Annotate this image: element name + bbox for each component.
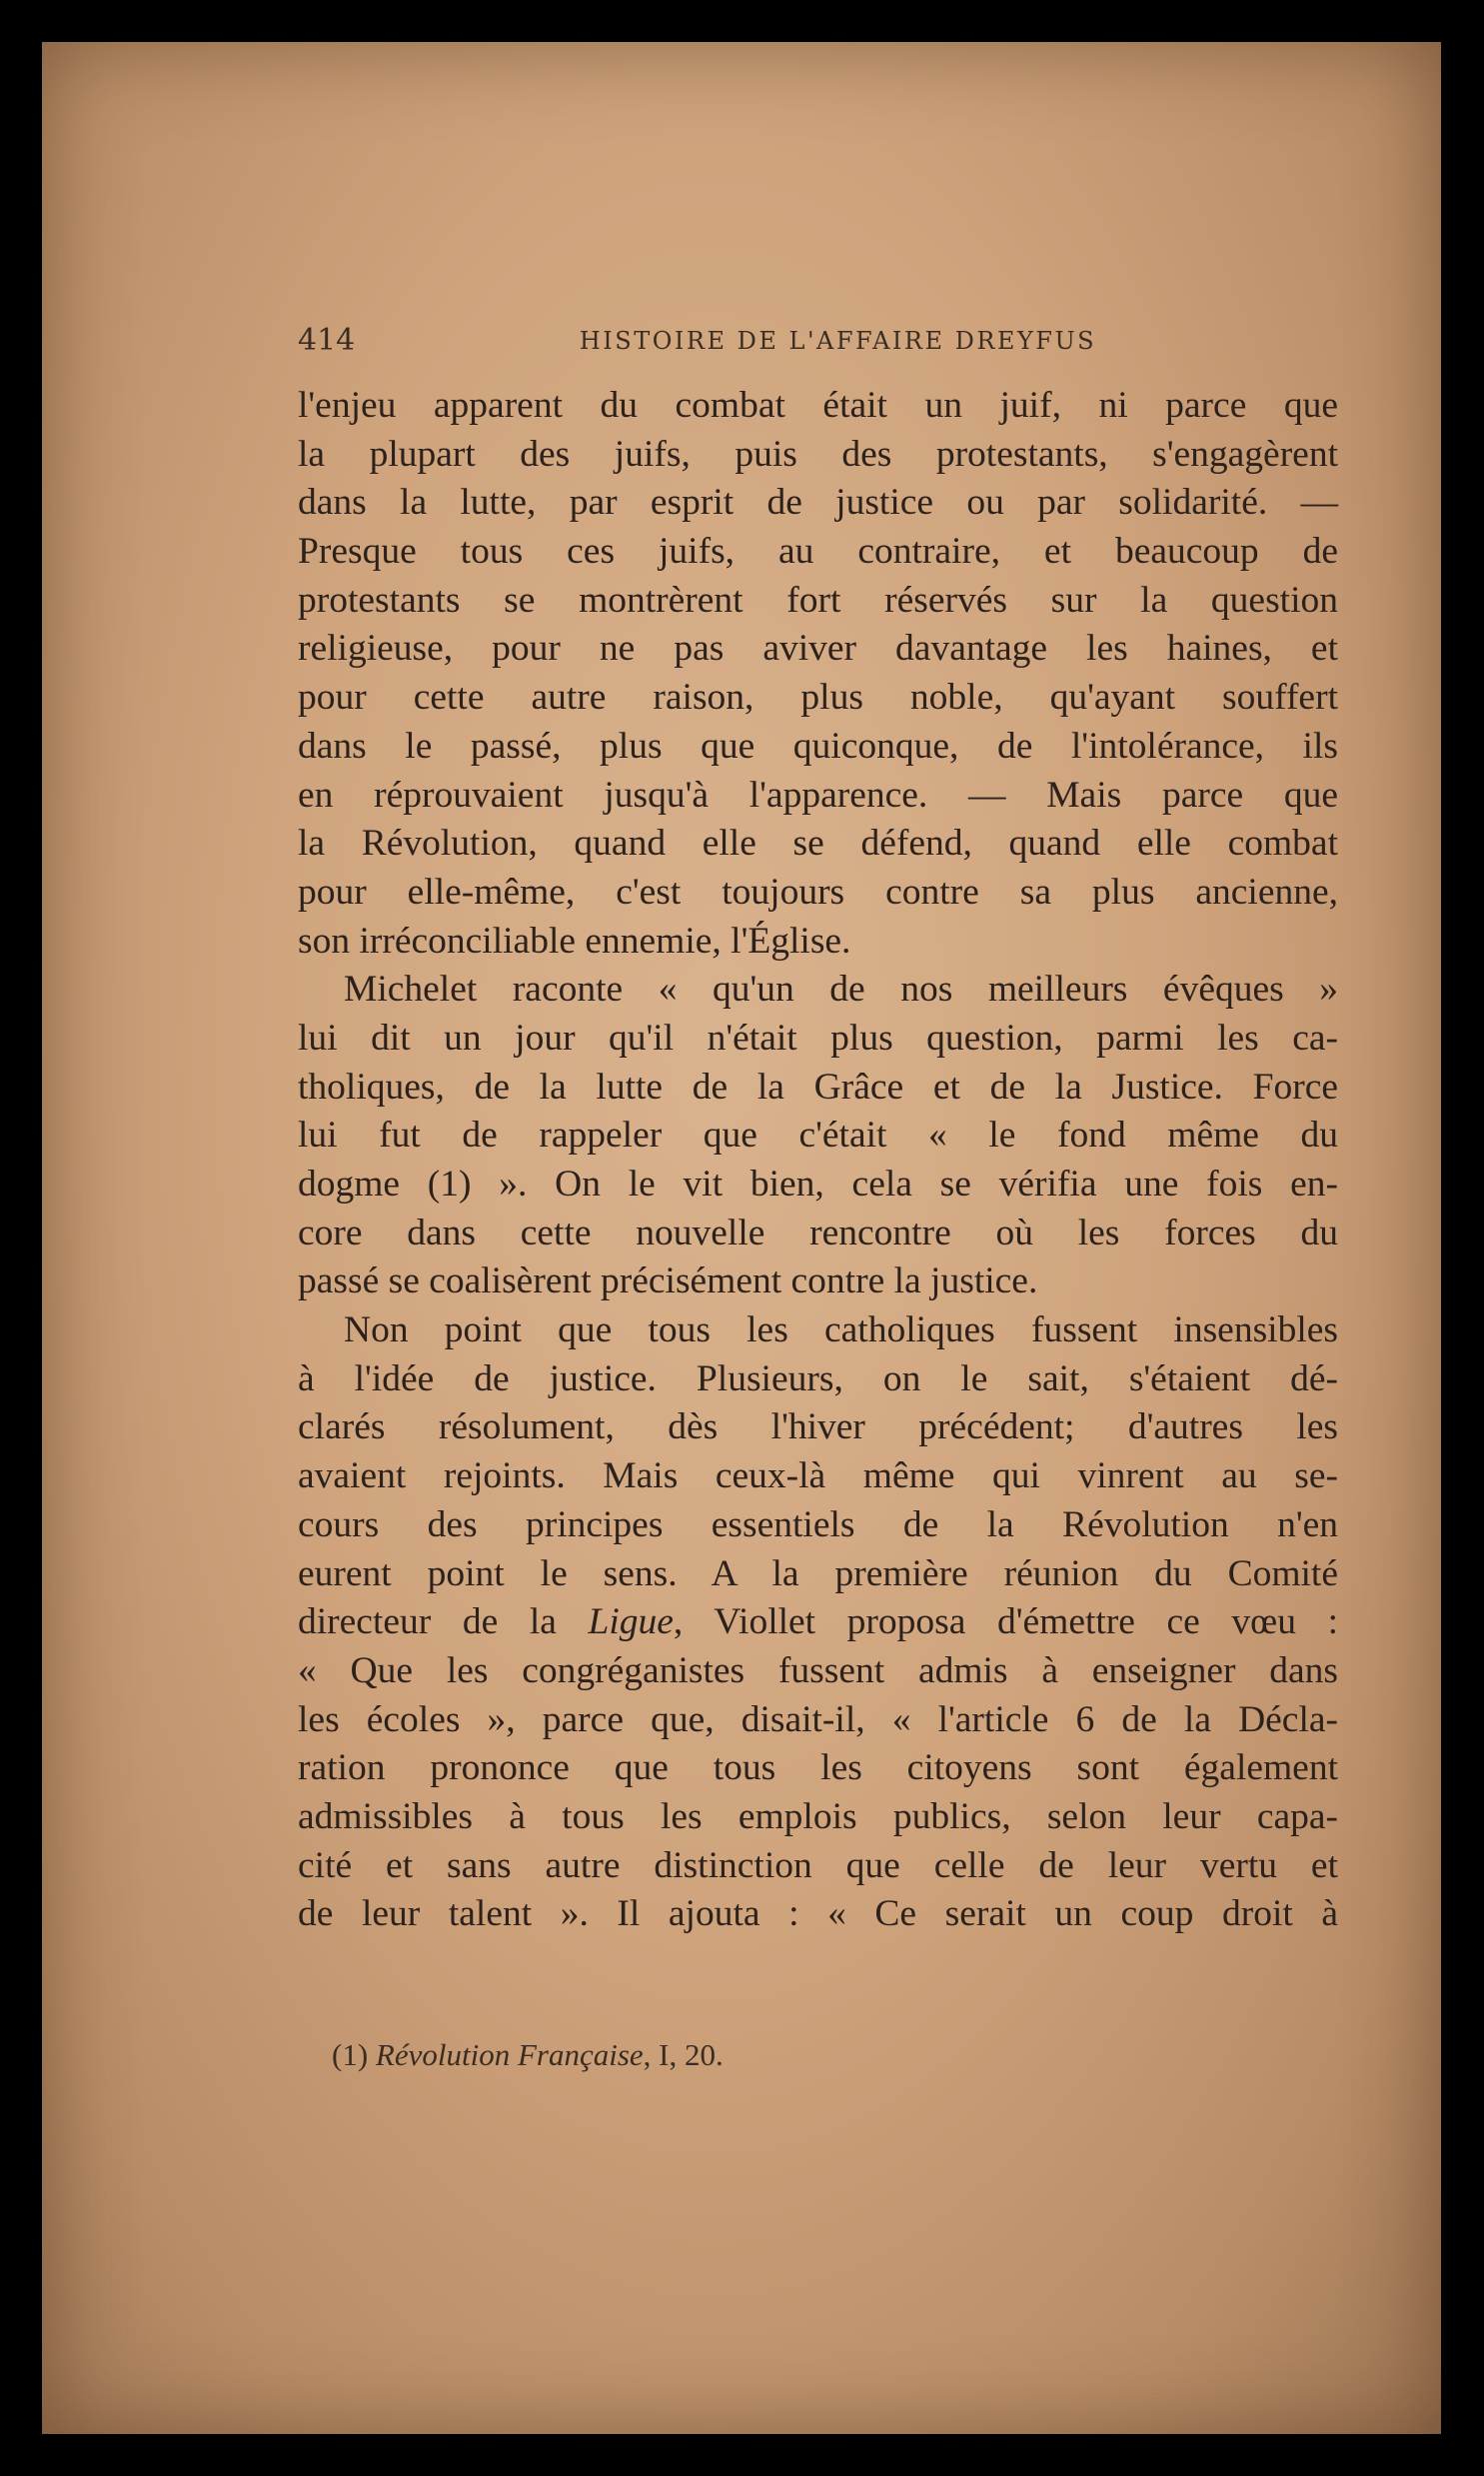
text-line: les écoles », parce que, disait-il, « l'article 6 de la Décla- — [298, 1698, 1338, 1740]
text-line: « Que les congréganistes fussent admis à enseigner dans — [298, 1649, 1338, 1691]
footnote-reference: , I, 20. — [643, 2037, 724, 2072]
text-line: protestants se montrèrent fort réservés sur la question — [298, 579, 1338, 621]
text-line: en réprouvaient jusqu'à l'apparence. — Mais parce que — [298, 774, 1338, 816]
text-line: cité et sans autre distinction que celle de leur vertu et — [298, 1844, 1338, 1886]
text-line: admissibles à tous les emplois publics, selon leur capa- — [298, 1795, 1338, 1837]
text-line: tholiques, de la lutte de la Grâce et de la Justice. Force — [298, 1066, 1338, 1108]
text-line: Michelet raconte « qu'un de nos meilleurs évêques » — [344, 969, 1338, 1011]
text-line: dogme (1) ». On le vit bien, cela se vérifia une fois en- — [298, 1164, 1338, 1205]
text-line — [298, 1598, 1338, 1647]
footnote-source: Révolution Française — [375, 2037, 644, 2072]
text-line: pour elle-même, c'est toujours contre sa plus ancienne, — [298, 871, 1338, 913]
book-page — [42, 42, 1441, 2434]
text-line: lui fut de rappeler que c'était « le fond même du — [298, 1115, 1338, 1157]
footnote-marker: (1) — [332, 2037, 376, 2072]
running-title: HISTOIRE DE L'AFFAIRE DREYFUS — [579, 327, 1097, 355]
page-header — [298, 317, 1338, 367]
text-line: son irréconciliable ennemie, l'Église. — [298, 920, 851, 962]
text-line: core dans cette nouvelle rencontre où les forces du — [298, 1212, 1338, 1253]
text-line: clarés résolument, dès l'hiver précédent; d'autres les — [298, 1406, 1338, 1448]
text-line: dans le passé, plus que quiconque, de l'intolérance, ils — [298, 725, 1338, 767]
footnote — [332, 2037, 724, 2073]
text-line: la Révolution, quand elle se défend, quand elle combat — [298, 823, 1338, 865]
text-line: l'enjeu apparent du combat était un juif, ni parce que — [298, 385, 1338, 426]
text-line: religieuse, pour ne pas aviver davantage les haines, et — [298, 628, 1338, 670]
text-line: eurent point le sens. A la première réunion du Comité — [298, 1552, 1338, 1594]
text-segment: , Viollet proposa d'émettre ce vœu : — [673, 1601, 1339, 1643]
text-line: dans la lutte, par esprit de justice ou par solidarité. — — [298, 482, 1338, 524]
text-line: ration prononce que tous les citoyens sont également — [298, 1747, 1338, 1789]
text-line: de leur talent ». Il ajouta : « Ce serait un coup droit à — [298, 1893, 1338, 1935]
text-line: cours des principes essentiels de la Révolution n'en — [298, 1503, 1338, 1545]
text-segment: directeur de la — [298, 1601, 589, 1643]
text-line: passé se coalisèrent précisément contre la justice. — [298, 1260, 1038, 1302]
text-line: avaient rejoints. Mais ceux-là même qui vinrent au se- — [298, 1455, 1338, 1497]
page-number: 414 — [298, 323, 356, 358]
text-line: Presque tous ces juifs, au contraire, et beaucoup de — [298, 531, 1338, 573]
text-line: la plupart des juifs, puis des protestants, s'engagèrent — [298, 433, 1338, 475]
body-text — [298, 382, 1338, 1939]
text-line: lui dit un jour qu'il n'était plus question, parmi les ca- — [298, 1017, 1338, 1059]
text-line: pour cette autre raison, plus noble, qu'ayant souffert — [298, 677, 1338, 719]
text-line: Non point que tous les catholiques fussent insensibles — [344, 1309, 1338, 1351]
ligue-title: Ligue — [588, 1601, 674, 1643]
text-line: à l'idée de justice. Plusieurs, on le sait, s'étaient dé- — [298, 1357, 1338, 1399]
